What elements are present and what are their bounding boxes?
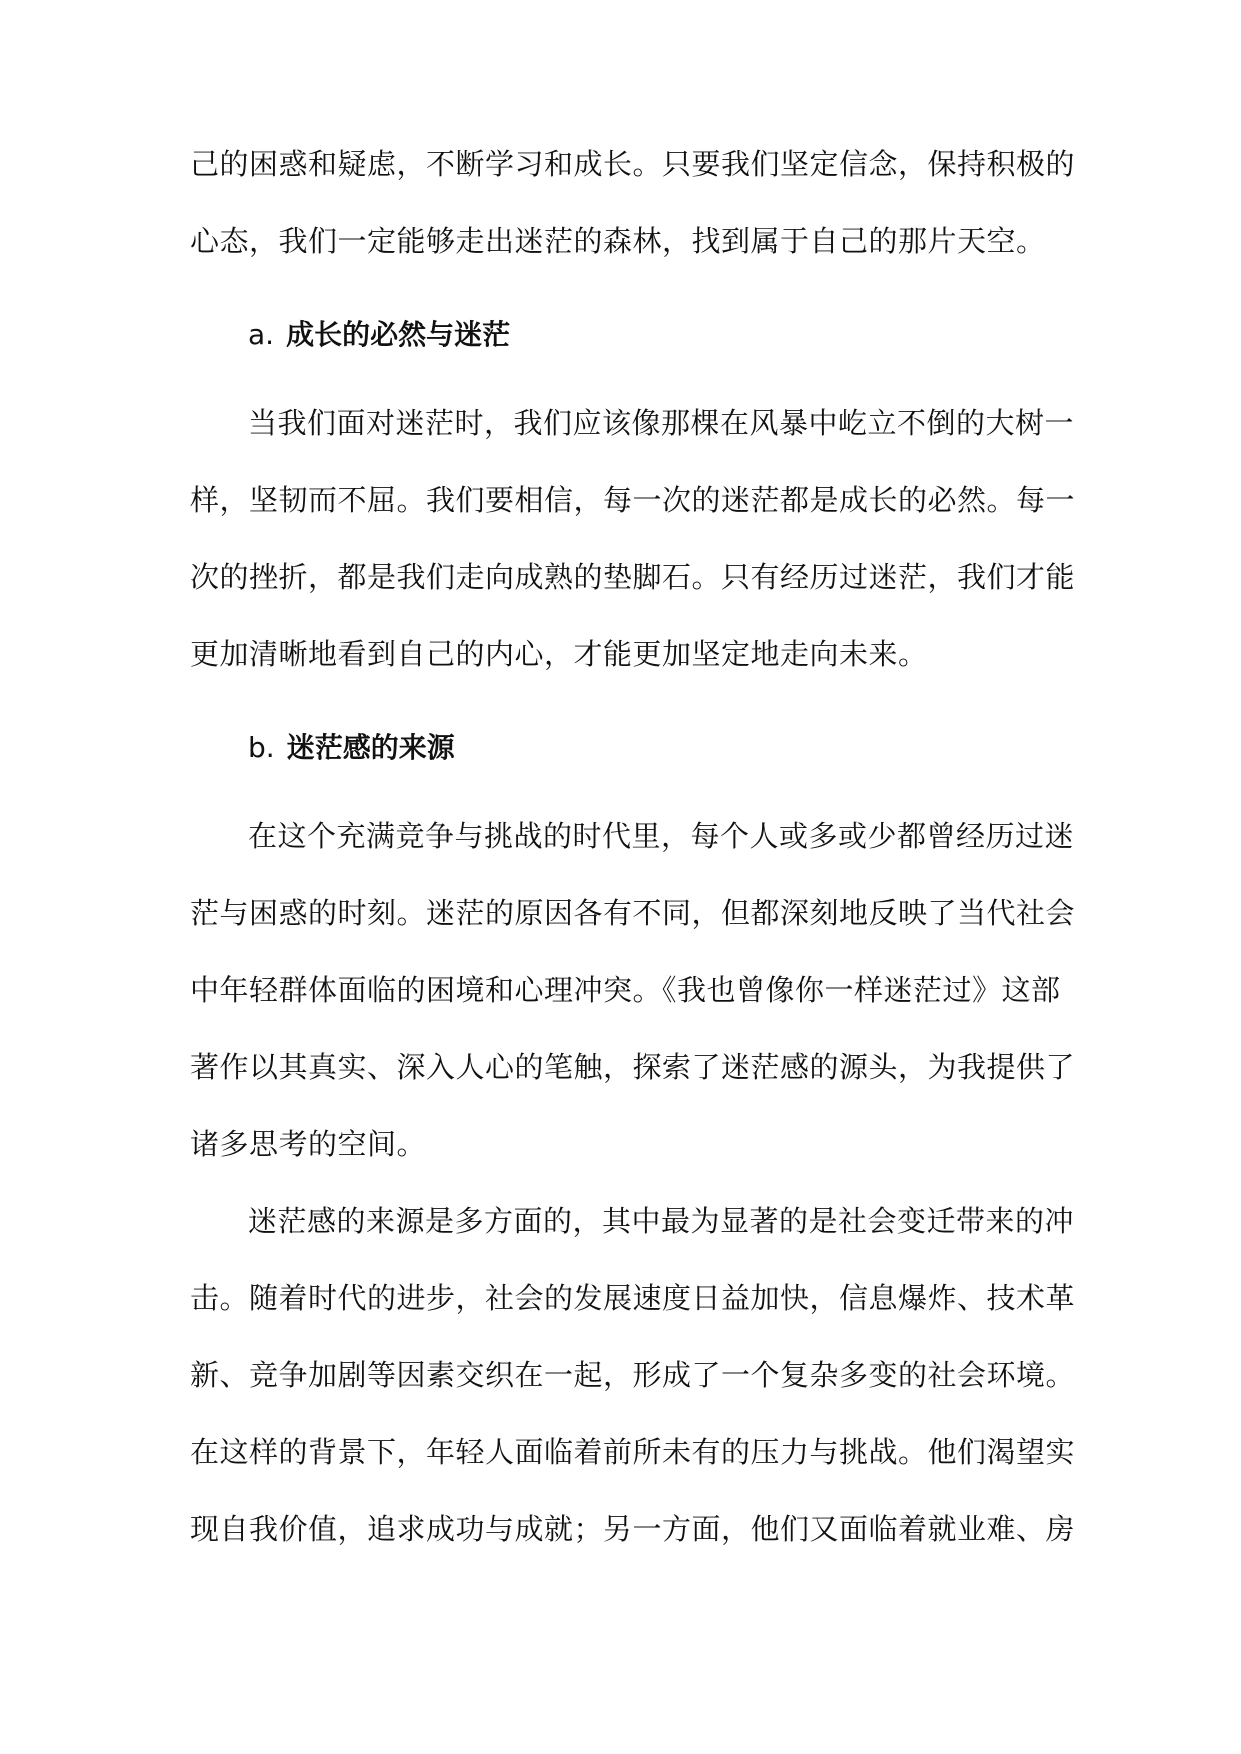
- heading-title: 迷茫感的来源: [286, 731, 455, 764]
- section-heading-a: [190, 317, 1052, 353]
- paragraph-line: 迷茫感的来源是多方面的，其中最为显著的是社会变迁带来的冲: [248, 1204, 1075, 1238]
- paragraph-line: 中年轻群体面临的困境和心理冲突。《我也曾像你一样迷茫过》这部: [190, 973, 1061, 1007]
- section-heading-b: [190, 730, 1052, 766]
- paragraph-line: 击。随着时代的进步，社会的发展速度日益加快，信息爆炸、技术革: [190, 1281, 1076, 1315]
- paragraph-line: 现自我价值，追求成功与成就；另一方面，他们又面临着就业难、房: [190, 1512, 1076, 1546]
- paragraph-line: 著作以其真实、深入人心的笔触，探索了迷茫感的源头，为我提供了: [190, 1050, 1076, 1084]
- paragraph-line: 在这样的背景下，年轻人面临着前所未有的压力与挑战。他们渴望实: [190, 1435, 1076, 1469]
- paragraph-line: 己的困惑和疑虑，不断学习和成长。只要我们坚定信念，保持积极的: [190, 147, 1076, 181]
- paragraph-line: 次的挫折，都是我们走向成熟的垫脚石。只有经历过迷茫，我们才能: [190, 560, 1076, 594]
- paragraph-line: 茫与困惑的时刻。迷茫的原因各有不同，但都深刻地反映了当代社会: [190, 896, 1076, 930]
- heading-title: 成长的必然与迷茫: [286, 318, 511, 351]
- paragraph-line: 诸多思考的空间。: [190, 1127, 427, 1161]
- heading-marker: b.: [248, 731, 275, 764]
- paragraph-line: 新、竞争加剧等因素交织在一起，形成了一个复杂多变的社会环境。: [190, 1358, 1076, 1392]
- paragraph-line: 当我们面对迷茫时，我们应该像那棵在风暴中屹立不倒的大树一: [248, 406, 1075, 440]
- paragraph-line: 在这个充满竞争与挑战的时代里，每个人或多或少都曾经历过迷: [248, 819, 1075, 853]
- paragraph-line: 更加清晰地看到自己的内心，才能更加坚定地走向未来。: [190, 637, 928, 671]
- heading-marker: a.: [248, 318, 275, 351]
- document-body: [190, 146, 1076, 1547]
- paragraph-line: 心态，我们一定能够走出迷茫的森林，找到属于自己的那片天空。: [190, 224, 1046, 258]
- paragraph-line: 样，坚韧而不屈。我们要相信，每一次的迷茫都是成长的必然。每一: [190, 483, 1076, 517]
